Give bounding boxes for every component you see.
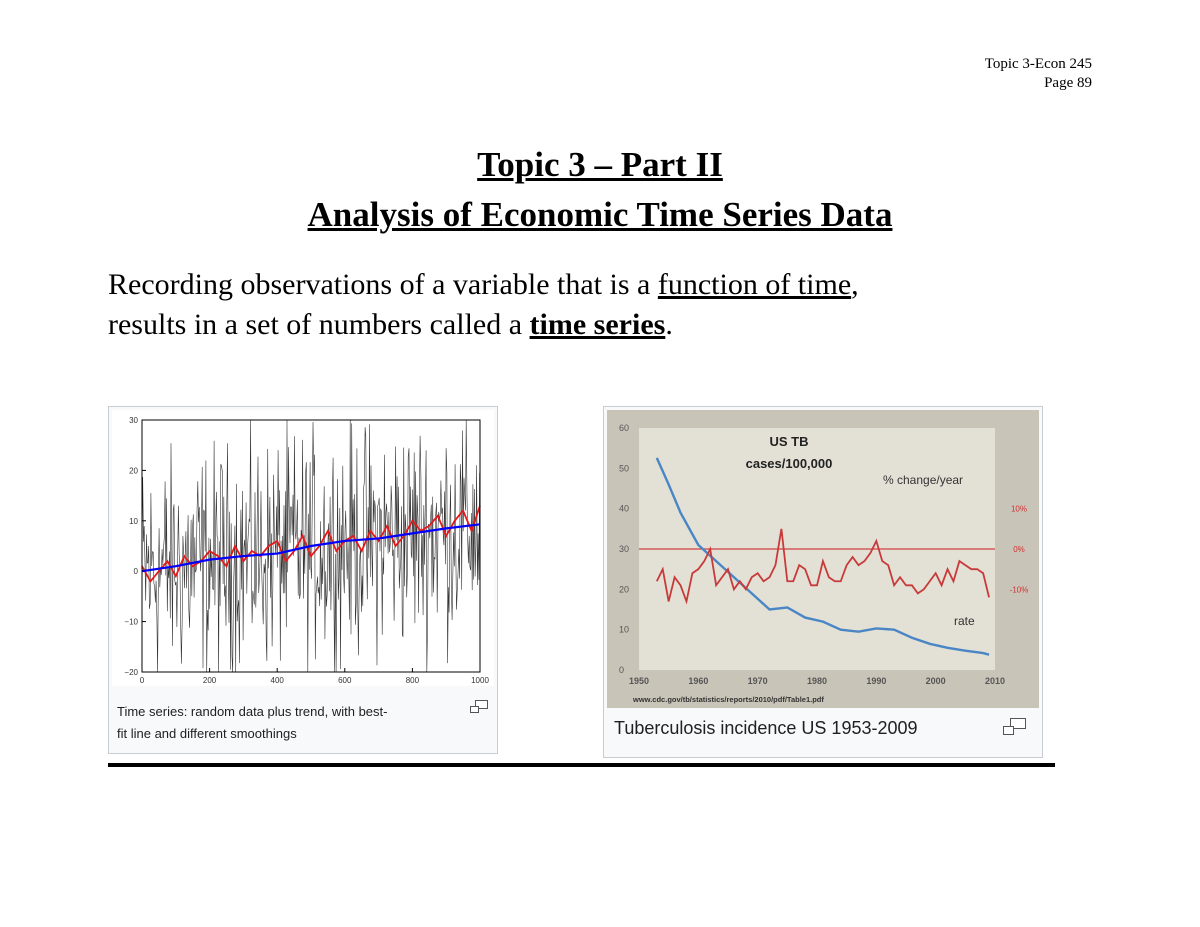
title-line-1: Topic 3 – Part II [477,145,723,184]
magnify-clip-icon[interactable] [469,699,489,715]
figure-left-caption [117,701,387,745]
right-tick-label: 0% [1013,545,1025,554]
title-line-2: Analysis of Economic Time Series Data [307,195,893,234]
page-title [0,140,1200,240]
time-series-term: time series [529,308,666,341]
figure-left-caption-line-2: fit line and different smoothings [117,726,297,741]
x-tick-label: 0 [139,676,145,685]
right-tick-label: -10% [1009,585,1029,595]
x-tick-label: 1950 [628,676,650,686]
intro-paragraph [108,265,1088,345]
right-tick-label: 10% [1010,504,1028,514]
y-tick-label: 20 [619,584,630,595]
y-tick-label: 50 [619,463,630,474]
x-tick-label: 600 [338,676,352,685]
x-tick-label: 1990 [866,676,887,686]
tb-title-line-1: US TB [769,434,809,449]
intro-text-3: results in a set of numbers called a [108,308,530,341]
y-tick-label: 0 [133,567,138,577]
y-tick-label: −20 [124,668,138,677]
y-tick-label: 20 [129,466,138,476]
rate-series-label: rate [954,614,975,628]
x-tick-label: 1970 [747,676,768,686]
header-page-number: Page 89 [1044,75,1092,91]
x-tick-label: 1960 [688,676,709,686]
figure-tb-incidence [603,406,1043,758]
x-tick-label: 800 [405,676,420,685]
x-tick-label: 2000 [925,676,946,686]
intro-text-2: , [851,268,859,301]
y-tick-label: 40 [619,503,630,514]
pct-series-label: % change/year [883,473,964,487]
x-tick-label: 400 [270,676,284,685]
y-tick-label: 60 [619,423,630,433]
chart-random-trend [112,410,494,686]
tb-title-line-2: cases/100,000 [745,456,833,471]
y-tick-label: 30 [619,544,630,554]
header-course: Topic 3-Econ 245 [984,56,1092,72]
intro-text-1: Recording observations of a variable that is a [108,268,658,301]
magnify-clip-icon[interactable] [1002,717,1028,737]
y-tick-label: 10 [129,516,138,526]
x-tick-label: 1000 [471,676,489,685]
x-tick-label: 2010 [984,676,1006,686]
section-divider [108,763,1055,767]
intro-text-4: . [665,308,673,341]
function-of-time-term: function of time [657,268,852,301]
y-tick-label: −10 [124,617,138,627]
y-tick-label: 0 [619,665,625,675]
figure-right-caption: Tuberculosis incidence US 1953-2009 [614,718,918,738]
figure-left-caption-line-1: Time series: random data plus trend, with best- [117,704,388,719]
x-tick-label: 200 [202,676,217,685]
source-url: www.cdc.gov/tb/statistics/reports/2010/pdf/Table1.pdf [633,695,824,704]
x-tick-label: 1980 [806,676,828,686]
chart-tb-incidence [607,410,1039,708]
figure-random-trend [108,406,498,754]
y-tick-label: 30 [129,416,138,425]
page-header [985,55,1092,93]
y-tick-label: 10 [619,624,630,635]
